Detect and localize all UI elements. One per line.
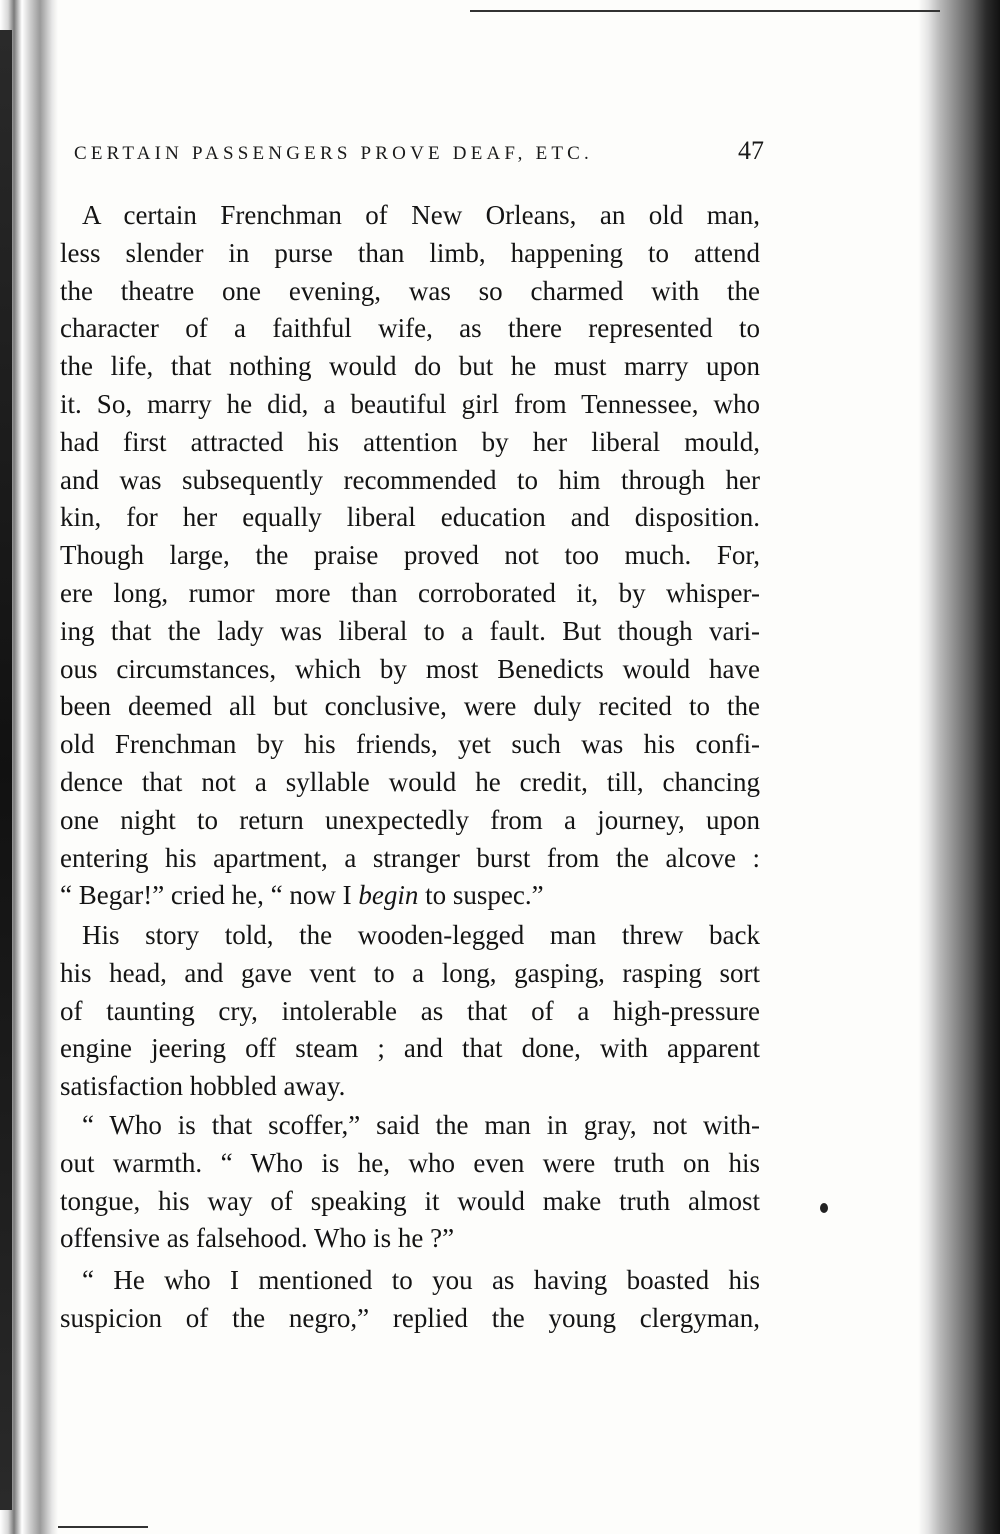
text-line: Though large, the praise proved not too much. For,: [60, 540, 760, 571]
paragraph-man-in-gray: [60, 1107, 760, 1258]
text-line: kin, for her equally liberal education and disposition.: [60, 502, 760, 533]
bottom-scan-line: [58, 1526, 148, 1528]
paragraph-clergyman-reply: [60, 1262, 760, 1338]
text-line: satisfaction hobbled away.: [60, 1071, 346, 1102]
text-line: had first attracted his attention by her liberal mould,: [60, 426, 760, 457]
running-head: [74, 136, 764, 166]
ink-speck: [820, 1203, 828, 1213]
text-line: one night to return unexpectedly from a journey, upon: [60, 804, 760, 835]
page-number: 47: [738, 136, 764, 165]
text-line: ous circumstances, which by most Benedicts would have: [60, 653, 760, 684]
running-title: CERTAIN PASSENGERS PROVE DEAF, ETC.: [74, 143, 594, 164]
text-line: been deemed all but conclusive, were duly recited to the: [60, 691, 760, 722]
fore-edge-shadow: [918, 0, 1000, 1534]
book-spine-edge: [0, 30, 12, 1510]
text-line: less slender in purse than limb, happening to attend: [60, 237, 760, 268]
text-line: it. So, marry he did, a beautiful girl from Tennessee, who: [60, 388, 760, 419]
text-line: old Frenchman by his friends, yet such was his confi-: [60, 729, 760, 760]
text-line: offensive as falsehood. Who is he ?”: [60, 1223, 455, 1254]
text-line: his head, and gave vent to a long, gasping, rasping sort: [60, 957, 760, 988]
text-line: dence that not a syllable would he credit, till, chancing: [60, 766, 760, 797]
top-scan-line: [470, 10, 940, 12]
paragraph-wooden-legged-man: [60, 917, 760, 1106]
text-line: A certain Frenchman of New Orleans, an old man,: [82, 200, 760, 230]
text-line: entering his apartment, a stranger burst from the alcove :: [60, 842, 760, 873]
text-line: His story told, the wooden-legged man threw back: [82, 920, 760, 950]
text-line: tongue, his way of speaking it would make truth almost: [60, 1185, 760, 1216]
final-line-start: “ Begar!” cried he, “ now I: [60, 880, 359, 911]
text-line: “ Who is that scoffer,” said the man in gray, not with-: [82, 1110, 760, 1140]
text-line: suspicion of the negro,” replied the young clergyman,: [60, 1302, 760, 1333]
text-line: of taunting cry, intolerable as that of a high-pressure: [60, 995, 760, 1026]
text-line: ing that the lady was liberal to a fault. But though vari-: [60, 615, 760, 646]
text-line: out warmth. “ Who is he, who even were truth on his: [60, 1147, 760, 1178]
paragraph-frenchman-story: [60, 197, 760, 915]
text-line: the life, that nothing would do but he must marry upon: [60, 351, 760, 382]
text-line: engine jeering off steam ; and that done, with apparent: [60, 1033, 760, 1064]
text-line-final: [60, 877, 760, 915]
text-line: ere long, rumor more than corroborated it, by whisper-: [60, 577, 760, 608]
text-line: “ He who I mentioned to you as having boasted his: [82, 1265, 760, 1295]
final-line-end: to suspec.”: [418, 880, 544, 911]
text-line: character of a faithful wife, as there represented to: [60, 313, 760, 344]
italic-word: begin: [358, 880, 419, 911]
text-line: the theatre one evening, was so charmed with the: [60, 275, 760, 306]
text-line: and was subsequently recommended to him through her: [60, 464, 760, 495]
